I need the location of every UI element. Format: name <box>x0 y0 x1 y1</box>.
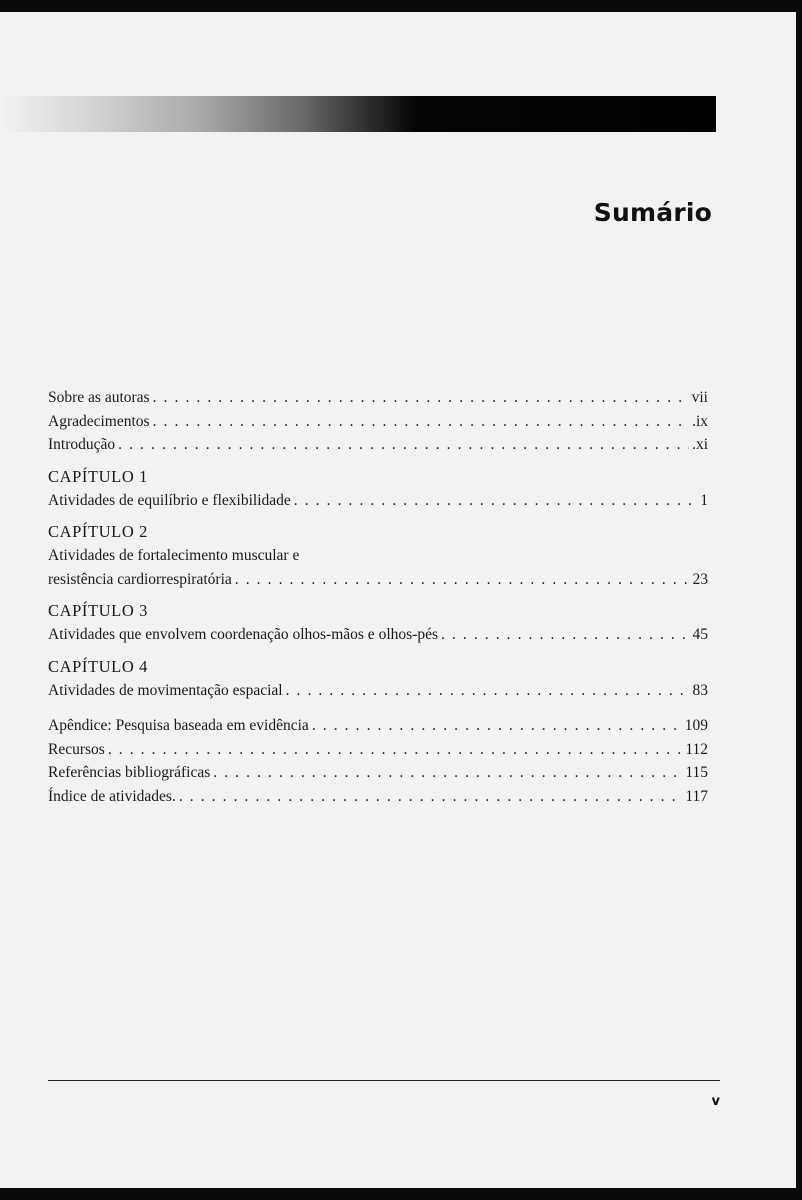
toc-entry-page: .xi <box>692 436 708 453</box>
dot-leader <box>213 761 682 785</box>
header-gradient-bar <box>0 96 716 132</box>
toc-entry <box>48 489 708 513</box>
dot-leader <box>153 386 689 410</box>
dot-leader <box>441 623 690 647</box>
toc-entry-page: 1 <box>700 491 708 509</box>
toc-entry-label: Índice de atividades. <box>48 787 176 805</box>
toc-entry <box>48 410 708 434</box>
chapter-heading: CAPÍTULO 1 <box>48 466 148 486</box>
footer-page-number: v <box>711 1094 720 1109</box>
chapter-heading: CAPÍTULO 2 <box>48 522 148 541</box>
dot-leader <box>286 679 690 703</box>
toc-entry <box>48 433 708 457</box>
toc-entry <box>48 679 708 703</box>
toc-entry-page: 117 <box>685 787 708 805</box>
toc-entry-page: .ix <box>692 412 708 430</box>
chapter-heading: CAPÍTULO 4 <box>48 656 148 676</box>
dot-leader <box>235 568 690 592</box>
toc-entry-label: Referências bibliográficas <box>48 764 211 781</box>
toc-entry <box>48 714 708 738</box>
toc-entry-page: 115 <box>685 764 708 781</box>
dot-leader <box>108 738 682 762</box>
toc-entry-page: 109 <box>684 717 708 734</box>
dot-leader <box>153 410 689 434</box>
toc-entry-label: Apêndice: Pesquisa baseada em evidência <box>48 717 309 734</box>
toc-entry <box>48 738 708 762</box>
toc-entry-page: 23 <box>692 570 708 588</box>
toc-entry-page: 45 <box>692 626 708 643</box>
spacer <box>48 702 708 714</box>
chapter-heading: CAPÍTULO 3 <box>48 601 148 620</box>
toc-entry-label: resistência cardiorrespiratória <box>48 570 232 588</box>
dot-leader <box>118 433 689 457</box>
dot-leader <box>294 489 697 513</box>
toc-entry-label: Sobre as autoras <box>48 389 150 406</box>
toc-entry-page: 112 <box>685 740 708 758</box>
toc-entry <box>48 568 708 592</box>
toc-entry <box>48 623 708 647</box>
page-title: Sumário <box>593 198 712 227</box>
toc-entry-label: Agradecimentos <box>48 412 150 430</box>
toc-entry-page: vii <box>691 389 708 406</box>
footer-rule <box>48 1080 720 1081</box>
toc-entry-label: Atividades de equilíbrio e flexibilidade <box>48 491 291 509</box>
toc-entry-page: 83 <box>692 681 708 699</box>
table-of-contents <box>48 386 708 808</box>
toc-entry <box>48 785 708 809</box>
toc-entry-label: Atividades de movimentação espacial <box>48 681 283 699</box>
toc-entry <box>48 761 708 785</box>
book-page <box>0 12 796 1188</box>
toc-entry-label: Introdução <box>48 436 116 453</box>
toc-entry-label: Atividades que envolvem coordenação olhos-mãos e olhos-pés <box>48 626 438 643</box>
dot-leader <box>179 785 682 809</box>
toc-entry-label: Recursos <box>48 740 105 758</box>
dot-leader <box>312 714 682 738</box>
toc-entry-label-line: Atividades de fortalecimento muscular e <box>48 547 300 564</box>
toc-entry <box>48 386 708 410</box>
